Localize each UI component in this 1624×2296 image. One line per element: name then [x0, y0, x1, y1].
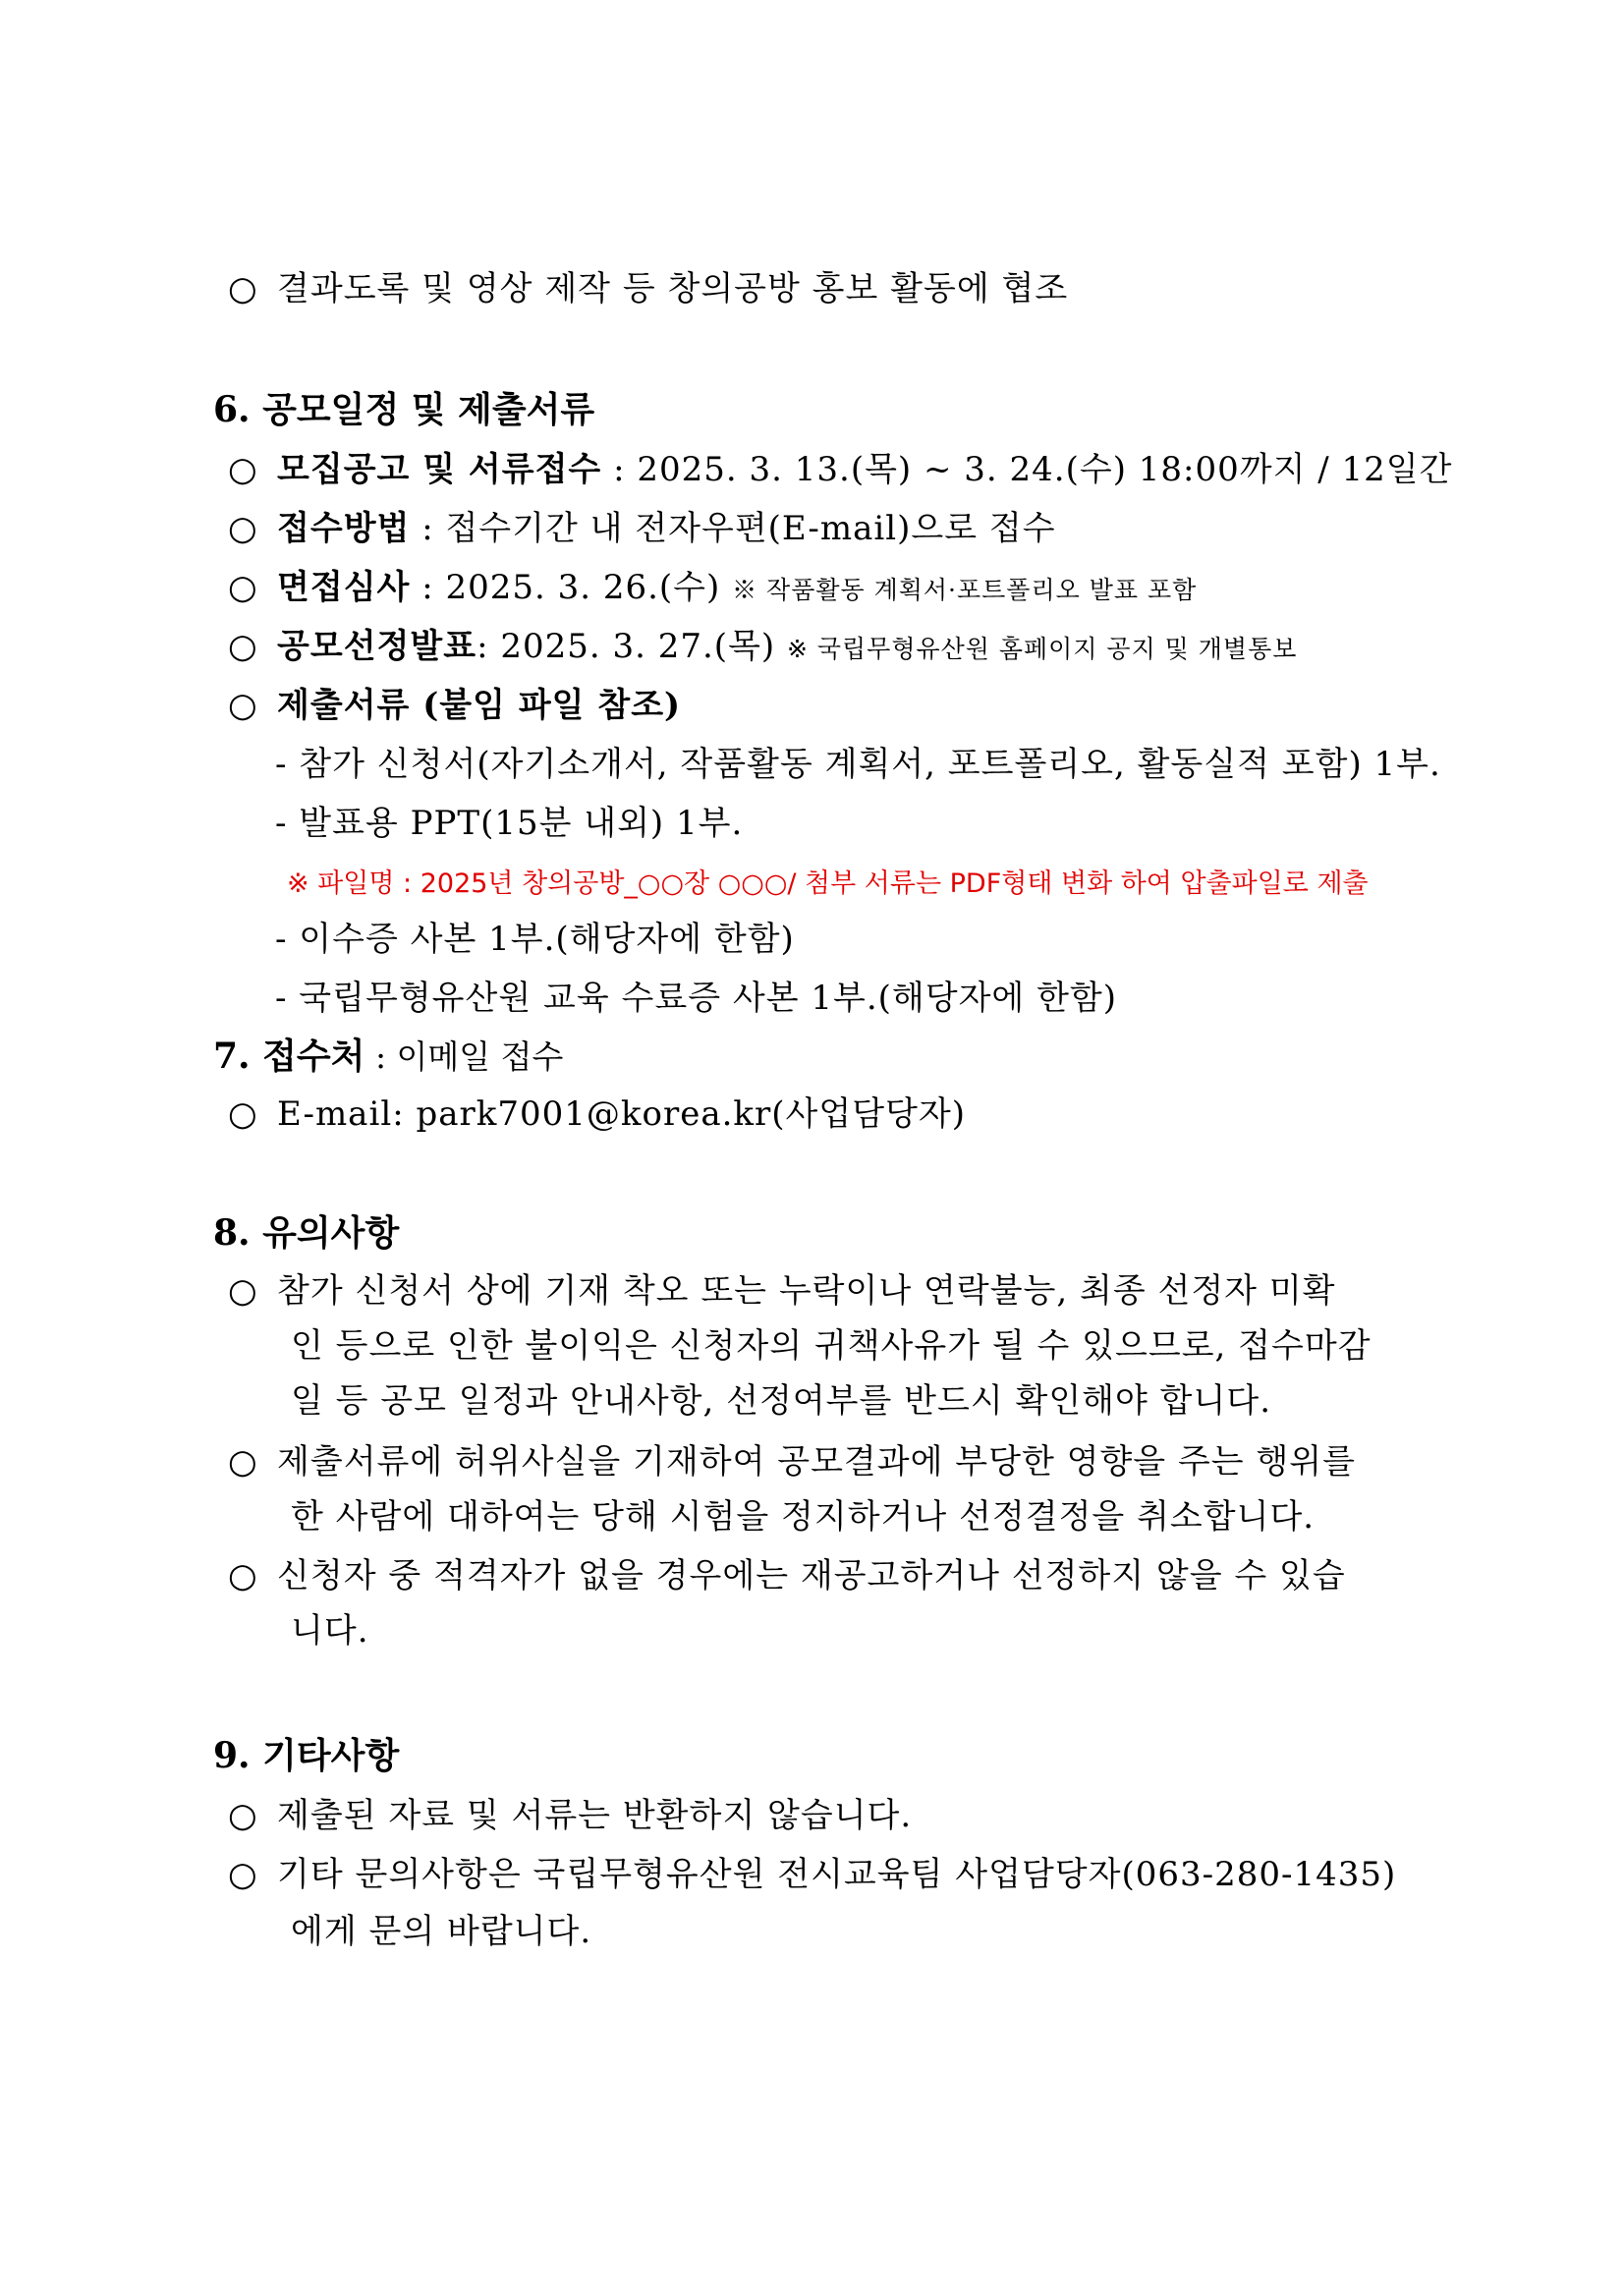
s6-filename-note: ※ 파일명 : 2025년 창의공방_○○장 ○○○/ 첨부 서류는 PDF형태 변화 하여 압출파일로 제출 — [287, 868, 1369, 899]
bullet-icon: ○ — [228, 1796, 257, 1835]
s6-item-3 — [277, 566, 1197, 612]
s8-item-3-line-2: 니다. — [291, 1611, 369, 1651]
s6-item-3-label: 면접심사 — [277, 568, 411, 607]
s8-heading: 8. 유의사항 — [213, 1212, 400, 1254]
s6-item-1 — [277, 448, 1452, 491]
s6-item-1-label: 모집공고 및 서류접수 — [277, 450, 602, 489]
s6-doc-3: - 이수증 사본 1부.(해당자에 한함) — [275, 920, 795, 959]
s6-heading: 6. 공모일정 및 제출서류 — [213, 389, 595, 430]
s8-item-1-line-2: 인 등으로 인한 불이익은 신청자의 귀책사유가 될 수 있으므로, 접수마감 — [291, 1326, 1372, 1366]
bullet-icon: ○ — [228, 1442, 257, 1482]
s6-item-4-value: : 2025. 3. 27.(목) — [476, 627, 787, 666]
s5-item-last: 결과도록 및 영상 제작 등 창의공방 홍보 활동에 협조 — [277, 269, 1069, 308]
s6-item-4-note: ※ 국립무형유산원 홈페이지 공지 및 개별통보 — [786, 635, 1298, 663]
s8-item-1-line-3: 일 등 공모 일정과 안내사항, 선정여부를 반드시 확인해야 합니다. — [291, 1381, 1272, 1421]
bullet-icon: ○ — [228, 1094, 257, 1134]
bullet-icon: ○ — [228, 1855, 257, 1894]
s7-heading-value: : 이메일 접수 — [364, 1037, 564, 1076]
s9-heading: 9. 기타사항 — [213, 1735, 400, 1776]
s6-doc-2: - 발표용 PPT(15분 내외) 1부. — [275, 804, 744, 843]
s9-item-1: 제출된 자료 및 서류는 반환하지 않습니다. — [277, 1796, 913, 1835]
s6-item-3-value: : 2025. 3. 26.(수) — [410, 568, 733, 607]
s6-doc-4: - 국립무형유산원 교육 수료증 사본 1부.(해당자에 한함) — [275, 979, 1118, 1018]
s6-item-1-value: : 2025. 3. 13.(목) ~ 3. 24.(수) 18:00까지 / 12일간 — [601, 450, 1453, 489]
s6-item-3-note: ※ 작품활동 계획서·포트폴리오 발표 포함 — [732, 576, 1198, 604]
s9-item-2-line-1: 기타 문의사항은 국립무형유산원 전시교육팀 사업담당자(063-280-1435) — [277, 1855, 1397, 1894]
s8-item-2-line-1: 제출서류에 허위사실을 기재하여 공모결과에 부당한 영향을 주는 행위를 — [277, 1442, 1356, 1482]
s6-item-4-label: 공모선정발표 — [277, 627, 477, 666]
s8-item-2-line-2: 한 사람에 대하여는 당해 시험을 정지하거나 선정결정을 취소합니다. — [291, 1497, 1316, 1537]
s6-doc-1: - 참가 신청서(자기소개서, 작품활동 계획서, 포트폴리오, 활동실적 포함) 1부. — [275, 745, 1441, 784]
bullet-icon: ○ — [228, 450, 257, 489]
bullet-icon: ○ — [228, 627, 257, 666]
bullet-icon: ○ — [228, 568, 257, 607]
bullet-icon: ○ — [228, 1271, 257, 1311]
s6-item-4 — [277, 625, 1297, 671]
s8-item-1-line-1: 참가 신청서 상에 기재 착오 또는 누락이나 연락불능, 최종 선정자 미확 — [277, 1271, 1336, 1311]
s9-item-2-line-2: 에게 문의 바랍니다. — [291, 1912, 592, 1951]
s6-item-2-value: : 접수기간 내 전자우편(E-mail)으로 접수 — [410, 509, 1056, 548]
s7-heading-label: 7. 접수처 — [213, 1036, 365, 1077]
s7-heading — [213, 1034, 563, 1080]
bullet-icon: ○ — [228, 269, 257, 308]
s6-item-5-label: 제출서류 (붙임 파일 참조) — [277, 686, 682, 725]
bullet-icon: ○ — [228, 686, 257, 725]
s6-item-2 — [277, 507, 1056, 550]
s6-item-2-label: 접수방법 — [277, 509, 411, 548]
bullet-icon: ○ — [228, 1556, 257, 1596]
s8-item-3-line-1: 신청자 중 적격자가 없을 경우에는 재공고하거나 선정하지 않을 수 있습 — [277, 1556, 1346, 1596]
bullet-icon: ○ — [228, 509, 257, 548]
s7-email: E-mail: park7001@korea.kr(사업담당자) — [277, 1094, 967, 1134]
